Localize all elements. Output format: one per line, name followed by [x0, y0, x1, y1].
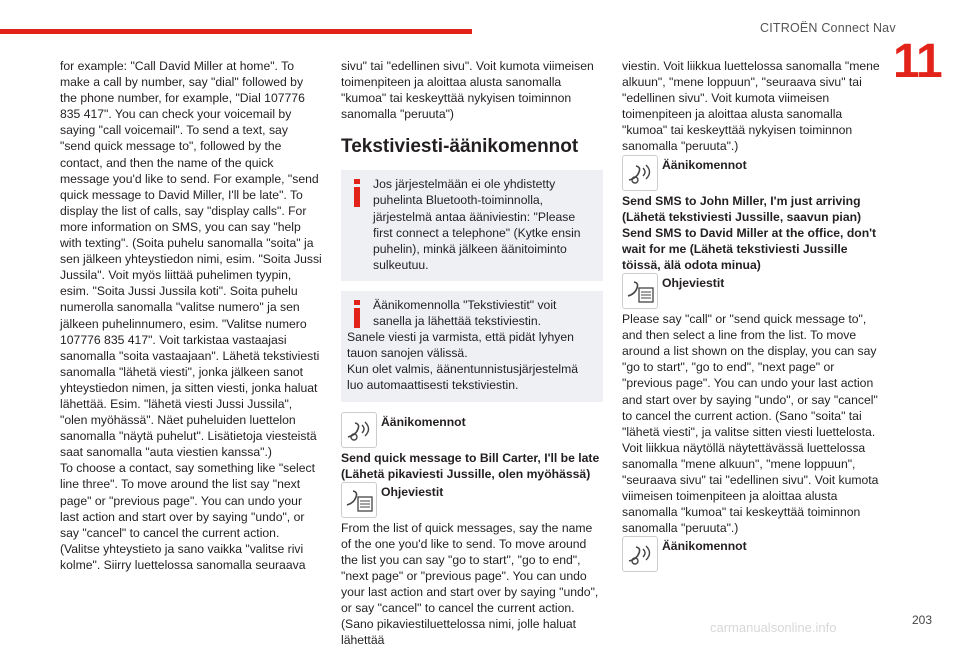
help-messages-block	[622, 273, 884, 307]
section-heading: Tekstiviesti-äänikomennot	[341, 136, 579, 158]
header-red-bar	[0, 29, 472, 34]
voice-commands-title: Äänikomennot	[381, 414, 466, 429]
voice-command-text: Send SMS to John Miller, I'm just arriving (Lähetä tekstiviesti Jussille, saavun pian) Send SMS to David Miller at the office, don't wait for me (Lähetä tekstiviesti Jussille töissä, älä odota minua)	[622, 193, 877, 272]
info-box-2	[341, 291, 603, 402]
voice-command-icon	[341, 412, 377, 448]
info-box-2-text-c: Kun olet valmis, äänentunnistusjärjestelmä luo automaattisesti tekstiviestin.	[347, 362, 579, 393]
chapter-number: 11	[893, 35, 942, 88]
help-message-text: Please say "call" or "send quick message to", and then select a line from the list. To move around a list shown on the display, you can say "go to start", "go to end", "next page" or "previous page". You can undo your last action and start over by saying "undo", or say "cancel" to cancel the current action. (Sano "soita" tai "lähetä viesti", ja valitse sitten viesti luettelosta. Voit liikkua näytöllä näytettävässä luettelossa sanomalla "mene alkuun", "mene loppuun", "seuraava sivu" tai "edellinen sivu". Voit kumota viimeisen toimenpiteen ja aloittaa alusta sanomalla "kumoa" tai keskeyttää toiminnon sanomalla "peruuta".)	[622, 312, 879, 536]
page-number: 203	[912, 613, 933, 627]
voice-commands-block	[622, 155, 884, 189]
voice-commands-block	[341, 412, 603, 446]
info-icon	[347, 178, 367, 208]
help-message-text: From the list of quick messages, say the name of the one you'd like to send. To move around the list you can say "go to start", "go to end", "next page" or "previous page". You can undo your last action and start over by saying "undo", or say "cancel" to cancel the current action. (Sano pikaviestiluettelossa nimi, jolle haluat lähettää	[341, 520, 599, 648]
help-messages-title: Ohjeviestit	[662, 276, 725, 291]
voice-command-text: Send quick message to Bill Carter, I'll be late (Lähetä pikaviesti Jussille, olen myöhässä)	[341, 450, 600, 481]
voice-command-icon	[622, 536, 658, 572]
column-2	[341, 58, 603, 648]
info-box-2-text-a: Äänikomennolla "Tekstiviestit" voit sanella ja lähettää tekstiviestin.	[373, 297, 557, 329]
info-box-1	[341, 170, 603, 281]
voice-commands-title: Äänikomennot	[662, 539, 747, 554]
column-1	[60, 58, 322, 573]
info-box-2-text-b: Sanele viesti ja varmista, että pidät lyhyen tauon sanojen välissä.	[347, 330, 574, 361]
col1-paragraph-2: To choose a contact, say something like "select line three". To move around the list say "next page" or "previous page". You can undo your last action and start over by saying "undo", or say "cancel" to cancel the current action. (Valitse yhteystieto ja sano vaikka "valitse rivi kolme". Siirry luettelossa sanomalla seuraava	[60, 461, 315, 572]
help-message-icon	[622, 273, 658, 309]
help-messages-title: Ohjeviestit	[381, 484, 444, 499]
column-3	[622, 58, 884, 570]
voice-command-icon	[622, 155, 658, 191]
help-messages-block	[341, 482, 603, 516]
help-message-icon	[341, 482, 377, 518]
voice-commands-block-2	[622, 536, 884, 570]
voice-commands-title: Äänikomennot	[662, 157, 747, 172]
watermark: carmanualsonline.info	[710, 620, 837, 635]
col1-paragraph-1: for example: "Call David Miller at home". To make a call by number, say "dial" followed by the phone number, for example, "Dial 107776 835 417". You can check your voicemail by saying "call voicemail". To send a text, say "send quick message to", followed by the contact, and then the name of the quick message you'd like to send. For example, "send quick message to David Miller, I'll be late". To display the list of calls, say "display calls". For more information on SMS, you can say "help with texting". (Soita puhelu sanomalla "soita" ja sen jälkeen yhteystiedon nimi, esim. "Soita Jussi Jussila". Voit myös liittää puhelimen tyypin, esim. "Soita Jussi Jussila koti". Soita puhelu numerolla sanomalla "valitse numero" ja sen jälkeen puhelinnumero, esim. "Valitse numero 107776 835 417". Voit tarkistaa vastaajasi sanomalla "soita vastaajaan". Lähetä tekstiviesti sanomalla "lähetä viesti", jonka jälkeen sanot yhteystiedon nimen, ja sitten viesti, jonka haluat lähettää. Esim. "lähetä viesti Jussi Jussila", "olen myöhässä". Näet puheluiden luettelon sanomalla "näytä puhelut". Lisätietoja viesteistä saat sanomalla "auta viestien kanssa".)	[60, 59, 322, 460]
col3-paragraph-1: viestin. Voit liikkua luettelossa sanomalla "mene alkuun", "mene loppuun", "seuraava sivu" tai "edellinen sivu". Voit kumota viimeisen toimenpiteen ja aloittaa alusta sanomalla "kumoa" tai keskeyttää nykyisen toiminnon sanomalla "peruuta".)	[622, 59, 880, 154]
header-title: CITROËN Connect Nav	[760, 21, 896, 35]
info-icon	[347, 299, 367, 329]
col2-paragraph-1: sivu" tai "edellinen sivu". Voit kumota viimeisen toimenpiteen ja aloittaa alusta sanomalla "kumoa" tai keskeyttää nykyisen toiminnon sanomalla "peruuta")	[341, 59, 594, 122]
info-box-1-text: Jos järjestelmään ei ole yhdistetty puhelinta Bluetooth-toiminnolla, järjestelmä antaa ääniviestin: "Please first connect a telephone" (Kytke ensin puhelin), minkä jälkeen äänitoiminto sulkeutuu.	[373, 177, 581, 272]
